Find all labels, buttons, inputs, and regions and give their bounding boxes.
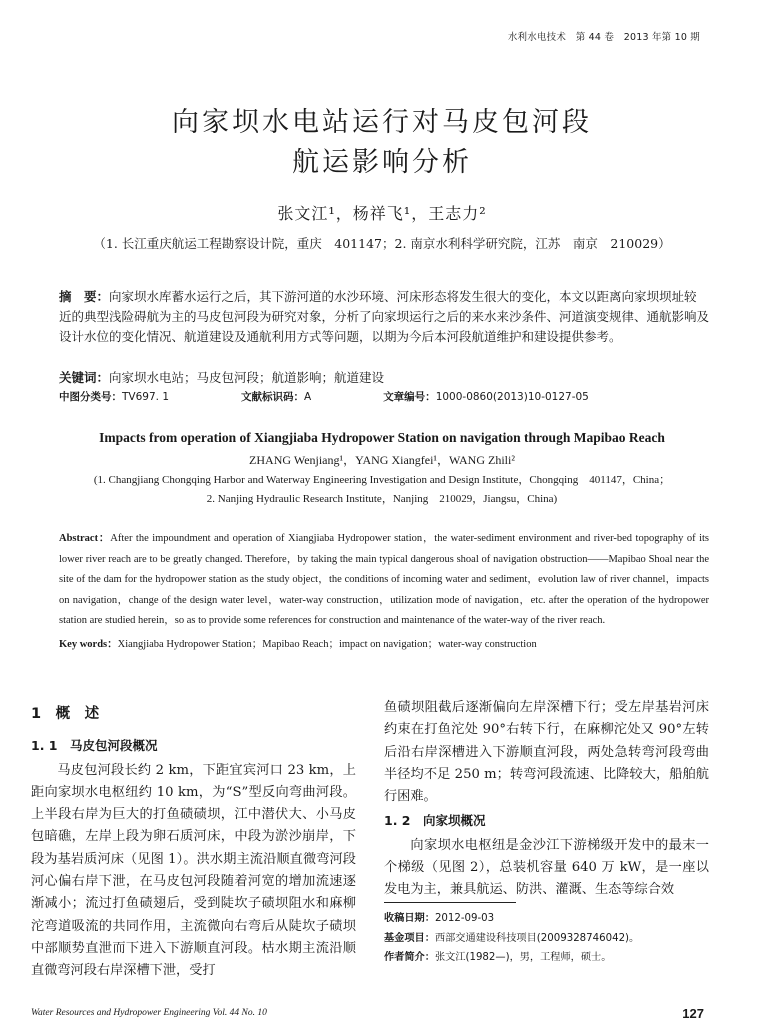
doc-code-label: 文献标识码： [241,391,304,403]
paragraph-1-2: 向家坝水电枢纽是金沙江下游梯级开发中的最末一个梯级（见图 2），总装机容量 640 万 kW，是一座以发电为主，兼具航运、防洪、灌溉、生态等综合效 [384,837,709,898]
paper-title-line1: 向家坝水电站运行对马皮包河段 [172,107,592,138]
received-label: 收稿日期： [384,913,435,924]
author-bio-label: 作者简介： [384,952,435,963]
subsection-heading-1-1: 1. 1 马皮包河段概况 [31,738,158,754]
abstract-en [59,529,709,632]
english-title: Impacts from operation of Xiangjiaba Hydropower Station on navigation through Mapibao Reach [99,430,665,445]
keywords-cn-text: 向家坝水电站；马皮包河段；航道影响；航道建设 [109,370,385,385]
keywords-cn [59,368,709,388]
fund-label: 基金项目： [384,932,435,944]
classification-line [59,389,709,404]
keywords-en [59,636,709,651]
english-affiliation-1: (1. Changjiang Chongqing Harbor and Waterway Engineering Investigation and Design Institute，Chongqing 401147，China； [93,474,671,486]
keywords-cn-label: 关键词： [59,370,110,385]
body-column-left [31,697,356,983]
english-affiliation-2: 2. Nanjing Hydraulic Research Institute，Nanjing 210029，Jiangsu，China) [206,493,558,505]
abstract-en-text: After the impoundment and operation of Xiangjiaba Hydropower station，the water-sediment environment and river-bed topography of its lower river reach are to be greatly changed. Therefore，by taking the main typical dangerous shoal of navigation obstruction——Mapibao Shoal near the site of the dam for the hydropower station as the study object，the conditions of incoming water and sediment，evolution law of river channel，impacts on navigation，change of the design water level，water-way construction，utilization mode of navigation，etc. after the operation of the hydropower station are studied herein，so as to provide some references for construction and maintenance of the water-way of the river reach. [59,533,709,626]
footnotes [384,909,714,968]
keywords-en-text: Xiangjiaba Hydropower Station；Mapibao Reach；impact on navigation；water-way construction [117,639,537,650]
subsection-heading-1-2: 1. 2 向家坝概况 [384,813,486,829]
footnote-divider [384,902,516,903]
journal-header: 水利水电技术 第 44 卷 2013 年第 10 期 [507,32,700,43]
journal-footer: Water Resources and Hydropower Engineering Vol. 44 No. 10 [31,1008,267,1018]
english-authors: ZHANG Wenjiang¹，YANG Xiangfei¹，WANG Zhili² [249,453,515,467]
section-heading-1: 1 概 述 [31,706,100,722]
footnote-author [384,948,714,968]
footnote-received [384,909,714,929]
authors-cn: 张文江¹，杨祥飞¹，王志力² [277,204,487,223]
fund-text: 西部交通建设科技项目(2009328746042)。 [434,932,640,944]
paragraph-1-1-continued: 鱼碛坝阻截后逐渐偏向左岸深槽下行；受左岸基岩河床约束在打鱼沱处 90°右转下行，在麻柳沱处又 90°左转后沿右岸深槽进入下游顺直河段，两处急转弯河段弯曲半径均不足 250 m；转弯河段流速、比降较大，船舶航行困难。 [384,700,709,805]
abstract-cn-text: 向家坝水库蓄水运行之后，其下游河道的水沙环境、河床形态将发生很大的变化，本文以距离向家坝坝址较近的典型浅险碍航为主的马皮包河段为研究对象，分析了向家坝运行之后的来水来沙条件、河道演变规律、通航影响及设计水位的变化情况、航道建设及通航利用方式等问题，以期为今后本河段航道维护和建设提供参考。 [59,289,710,344]
paragraph-1-1: 马皮包河段长约 2 km，下距宜宾河口 23 km，上距向家坝水电枢纽约 10 km，为“S”型反向弯曲河段。上半段右岸为巨大的打鱼碛碛坝，江中潜伏大、小马皮包暗礁，左岸上段为卵石质河床，中段为淤沙崩岸，下段为基岩质河床（见图 1）。洪水期主流沿顺直微弯河段河心偏右岸下泄，在马皮包河段随着河宽的增加流速逐渐减小；流过打鱼碛翅后，受到陡坎子碛坝阻水和麻柳沱弯道吸流的共同作用，主流微向右弯后从陡坎子碛坝中部顺势直泄而下进入下游顺直河段。枯水期主流沿顺直微弯河段右岸深槽下泄，受打 [31,762,356,979]
author-bio-text: 张文江(1982—)，男，工程师，硕士。 [434,952,612,963]
article-no-label: 文章编号： [383,391,436,403]
received-date: 2012-09-03 [434,913,495,924]
body-column-right [384,697,709,902]
abstract-cn [59,287,709,347]
footnote-fund [384,929,714,949]
affiliation-cn: （1. 长江重庆航运工程勘察设计院，重庆 401147；2. 南京水利科学研究院，江苏 南京 210029） [93,236,671,251]
doc-code-value: A [304,391,312,403]
keywords-en-label: Key words： [59,639,118,650]
clc-value: TV697. 1 [122,391,169,403]
abstract-en-label: Abstract： [59,533,111,544]
abstract-cn-label: 摘 要： [59,289,110,304]
page-number: 127 [682,1006,704,1021]
clc-label: 中图分类号： [59,391,122,403]
article-no-value: 1000-0860(2013)10-0127-05 [435,391,589,403]
paper-title-line2: 航运影响分析 [292,147,472,178]
